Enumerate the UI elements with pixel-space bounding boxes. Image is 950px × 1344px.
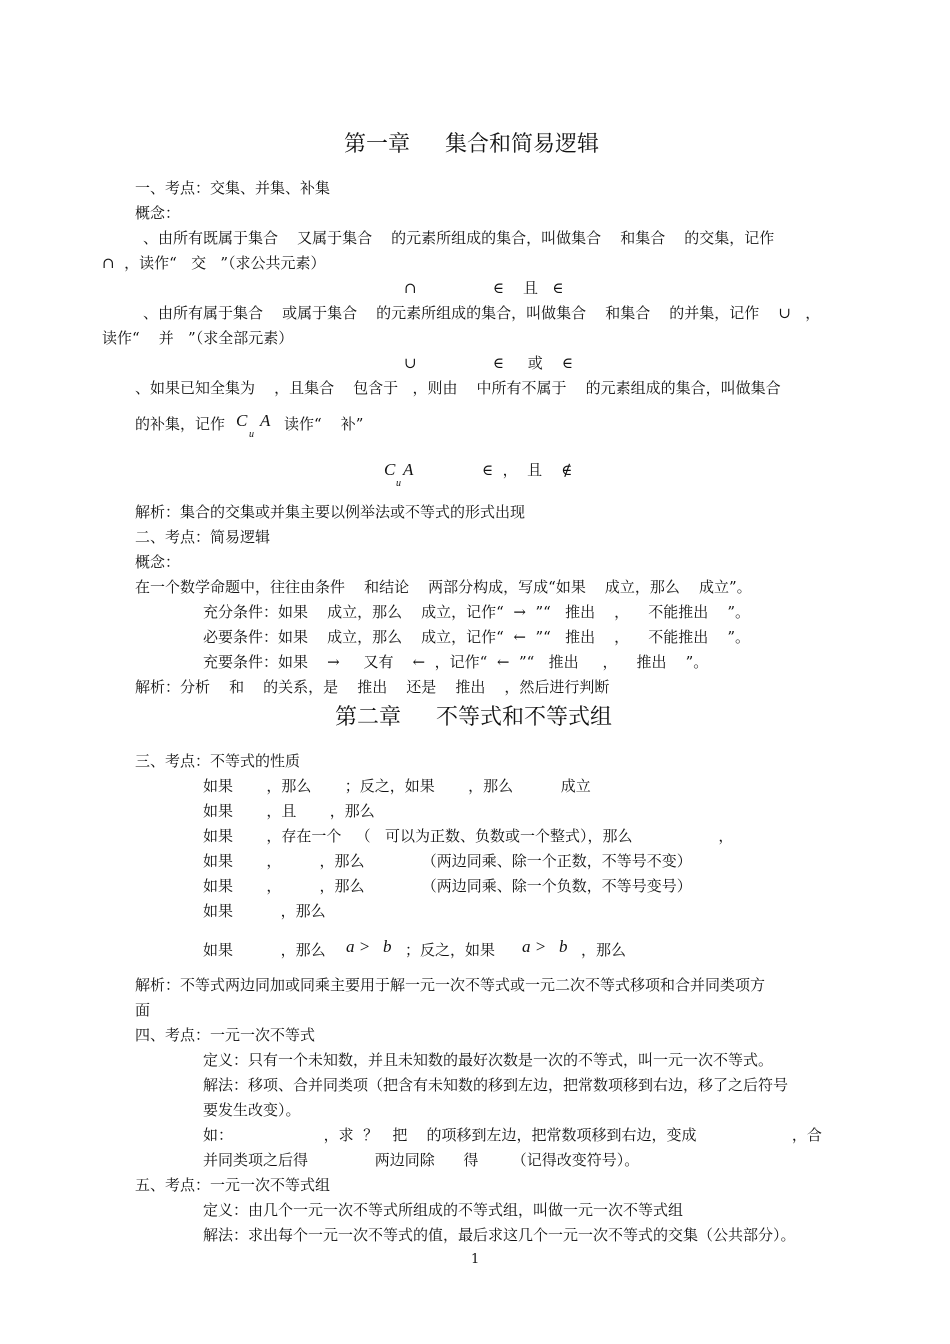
linear-inequality-method: 解法：移项、合并同类项（把含有未知数的移到左边，把常数项移到右边，移了之后符号 [203,1076,789,1094]
intersection-reading: ∩ ，读作“ 交 ”（求公共元素） [102,254,326,272]
section-2-heading: 二、考点：简易逻辑 [135,528,271,546]
inequality-property-1: 如果 ，那么 ；反之，如果 ，那么 成立 [203,777,591,795]
analysis-3-continued: 面 [135,1001,151,1019]
inequality-property-3: 如果 ，存在一个 （ 可以为正数、负数或一个整式），那么 ， [203,827,734,845]
section-5-heading: 五、考点：一元一次不等式组 [135,1176,331,1194]
complement-formula-subscript: u [396,478,401,489]
linear-inequality-method-continued: 要发生改变）。 [203,1101,301,1119]
inequality-property-6: 如果 ，那么 [203,902,326,920]
sufficient-necessary-condition: 充要条件：如果 → 又有 ← ，记作“ ← ”“ 推出 ， 推出 ”。 [203,653,709,671]
inequality-property-2: 如果 ，且 ，那么 [203,802,375,820]
complement-definition: 、如果已知全集为 ，且集合 包含于 ，则由 中所有不属于 的元素组成的集合，叫做集合 [135,379,781,397]
complement-formula-a: A [403,460,414,479]
analysis-2: 解析：分析 和 的关系，是 推出 还是 推出 ，然后进行判断 [135,678,610,696]
union-formula: ∪ ∈ 或 ∈ [404,354,573,372]
linear-inequality-example-continued: 并同类项之后得 两边同除 得 （记得改变符号）。 [203,1151,640,1169]
complement-symbol-a: A [260,411,271,430]
inequality-expression-2: a > b [522,937,568,956]
analysis-3: 解析：不等式两边同加或同乘主要用于解一元一次不等式或一元二次不等式移项和合并同类项方 [135,976,766,994]
complement-subscript-u: u [249,429,254,440]
concept-label: 概念： [135,553,181,571]
intersection-formula: ∩ ∈ 且 ∈ [404,279,564,297]
concept-label: 概念： [135,204,181,222]
section-4-heading: 四、考点：一元一次不等式 [135,1026,316,1044]
inequality-property-5: 如果 ， ，那么 （两边同乘、除一个负数，不等号变号） [203,877,692,895]
inequality-property-7-then: ，那么 [581,941,627,959]
sufficient-condition: 充分条件：如果 成立，那么 成立，记作“ → ”“ 推出 ， 不能推出 ”。 [203,603,750,621]
inequality-property-7: 如果 ，那么 [203,941,326,959]
necessary-condition: 必要条件：如果 成立，那么 成立，记作“ ← ”“ 推出 ， 不能推出 ”。 [203,628,750,646]
complement-symbol-c: C [236,411,248,430]
section-1-heading: 一、考点：交集、并集、补集 [135,179,331,197]
page-number: 1 [471,1252,480,1267]
inequality-expression-1: a > b [346,937,392,956]
inequality-property-7-converse: ；反之，如果 [405,941,496,959]
section-3-heading: 三、考点：不等式的性质 [135,752,301,770]
union-definition: 、由所有属于集合 或属于集合 的元素所组成的集合，叫做集合 和集合 的并集，记作 ∪ ， [143,304,821,322]
inequality-property-4: 如果 ， ，那么 （两边同乘、除一个正数，不等号不变） [203,852,692,870]
intersection-definition: 、由所有既属于集合 又属于集合 的元素所组成的集合，叫做集合 和集合 的交集，记作 [143,229,775,247]
proposition-structure: 在一个数学命题中，往往由条件 和结论 两部分构成，写成“如果 成立，那么 成立”。 [135,578,752,596]
inequality-system-definition: 定义：由几个一元一次不等式所组成的不等式组，叫做一元一次不等式组 [203,1201,684,1219]
linear-inequality-definition: 定义：只有一个未知数，并且未知数的最好次数是一次的不等式，叫一元一次不等式。 [203,1051,774,1069]
union-reading: 读作“ 并 ”（求全部元素） [102,329,294,347]
inequality-system-method: 解法：求出每个一元一次不等式的值，最后求这几个一元一次不等式的交集（公共部分）。 [203,1226,796,1244]
complement-reading: 读作“ 补” [284,415,364,433]
linear-inequality-example: 如： ，求 ？ 把 的项移到左边，把常数项移到右边，变成 ，合 [203,1126,822,1144]
complement-formula-c: C [384,460,396,479]
chapter-2-title: 第二章 不等式和不等式组 [335,705,612,730]
complement-formula-condition: ∈ ， 且 ∉ [482,461,573,479]
analysis-1: 解析：集合的交集或并集主要以例举法或不等式的形式出现 [135,503,526,521]
chapter-1-title: 第一章 集合和简易逻辑 [344,132,599,157]
complement-notation-text: 的补集，记作 [135,415,226,433]
